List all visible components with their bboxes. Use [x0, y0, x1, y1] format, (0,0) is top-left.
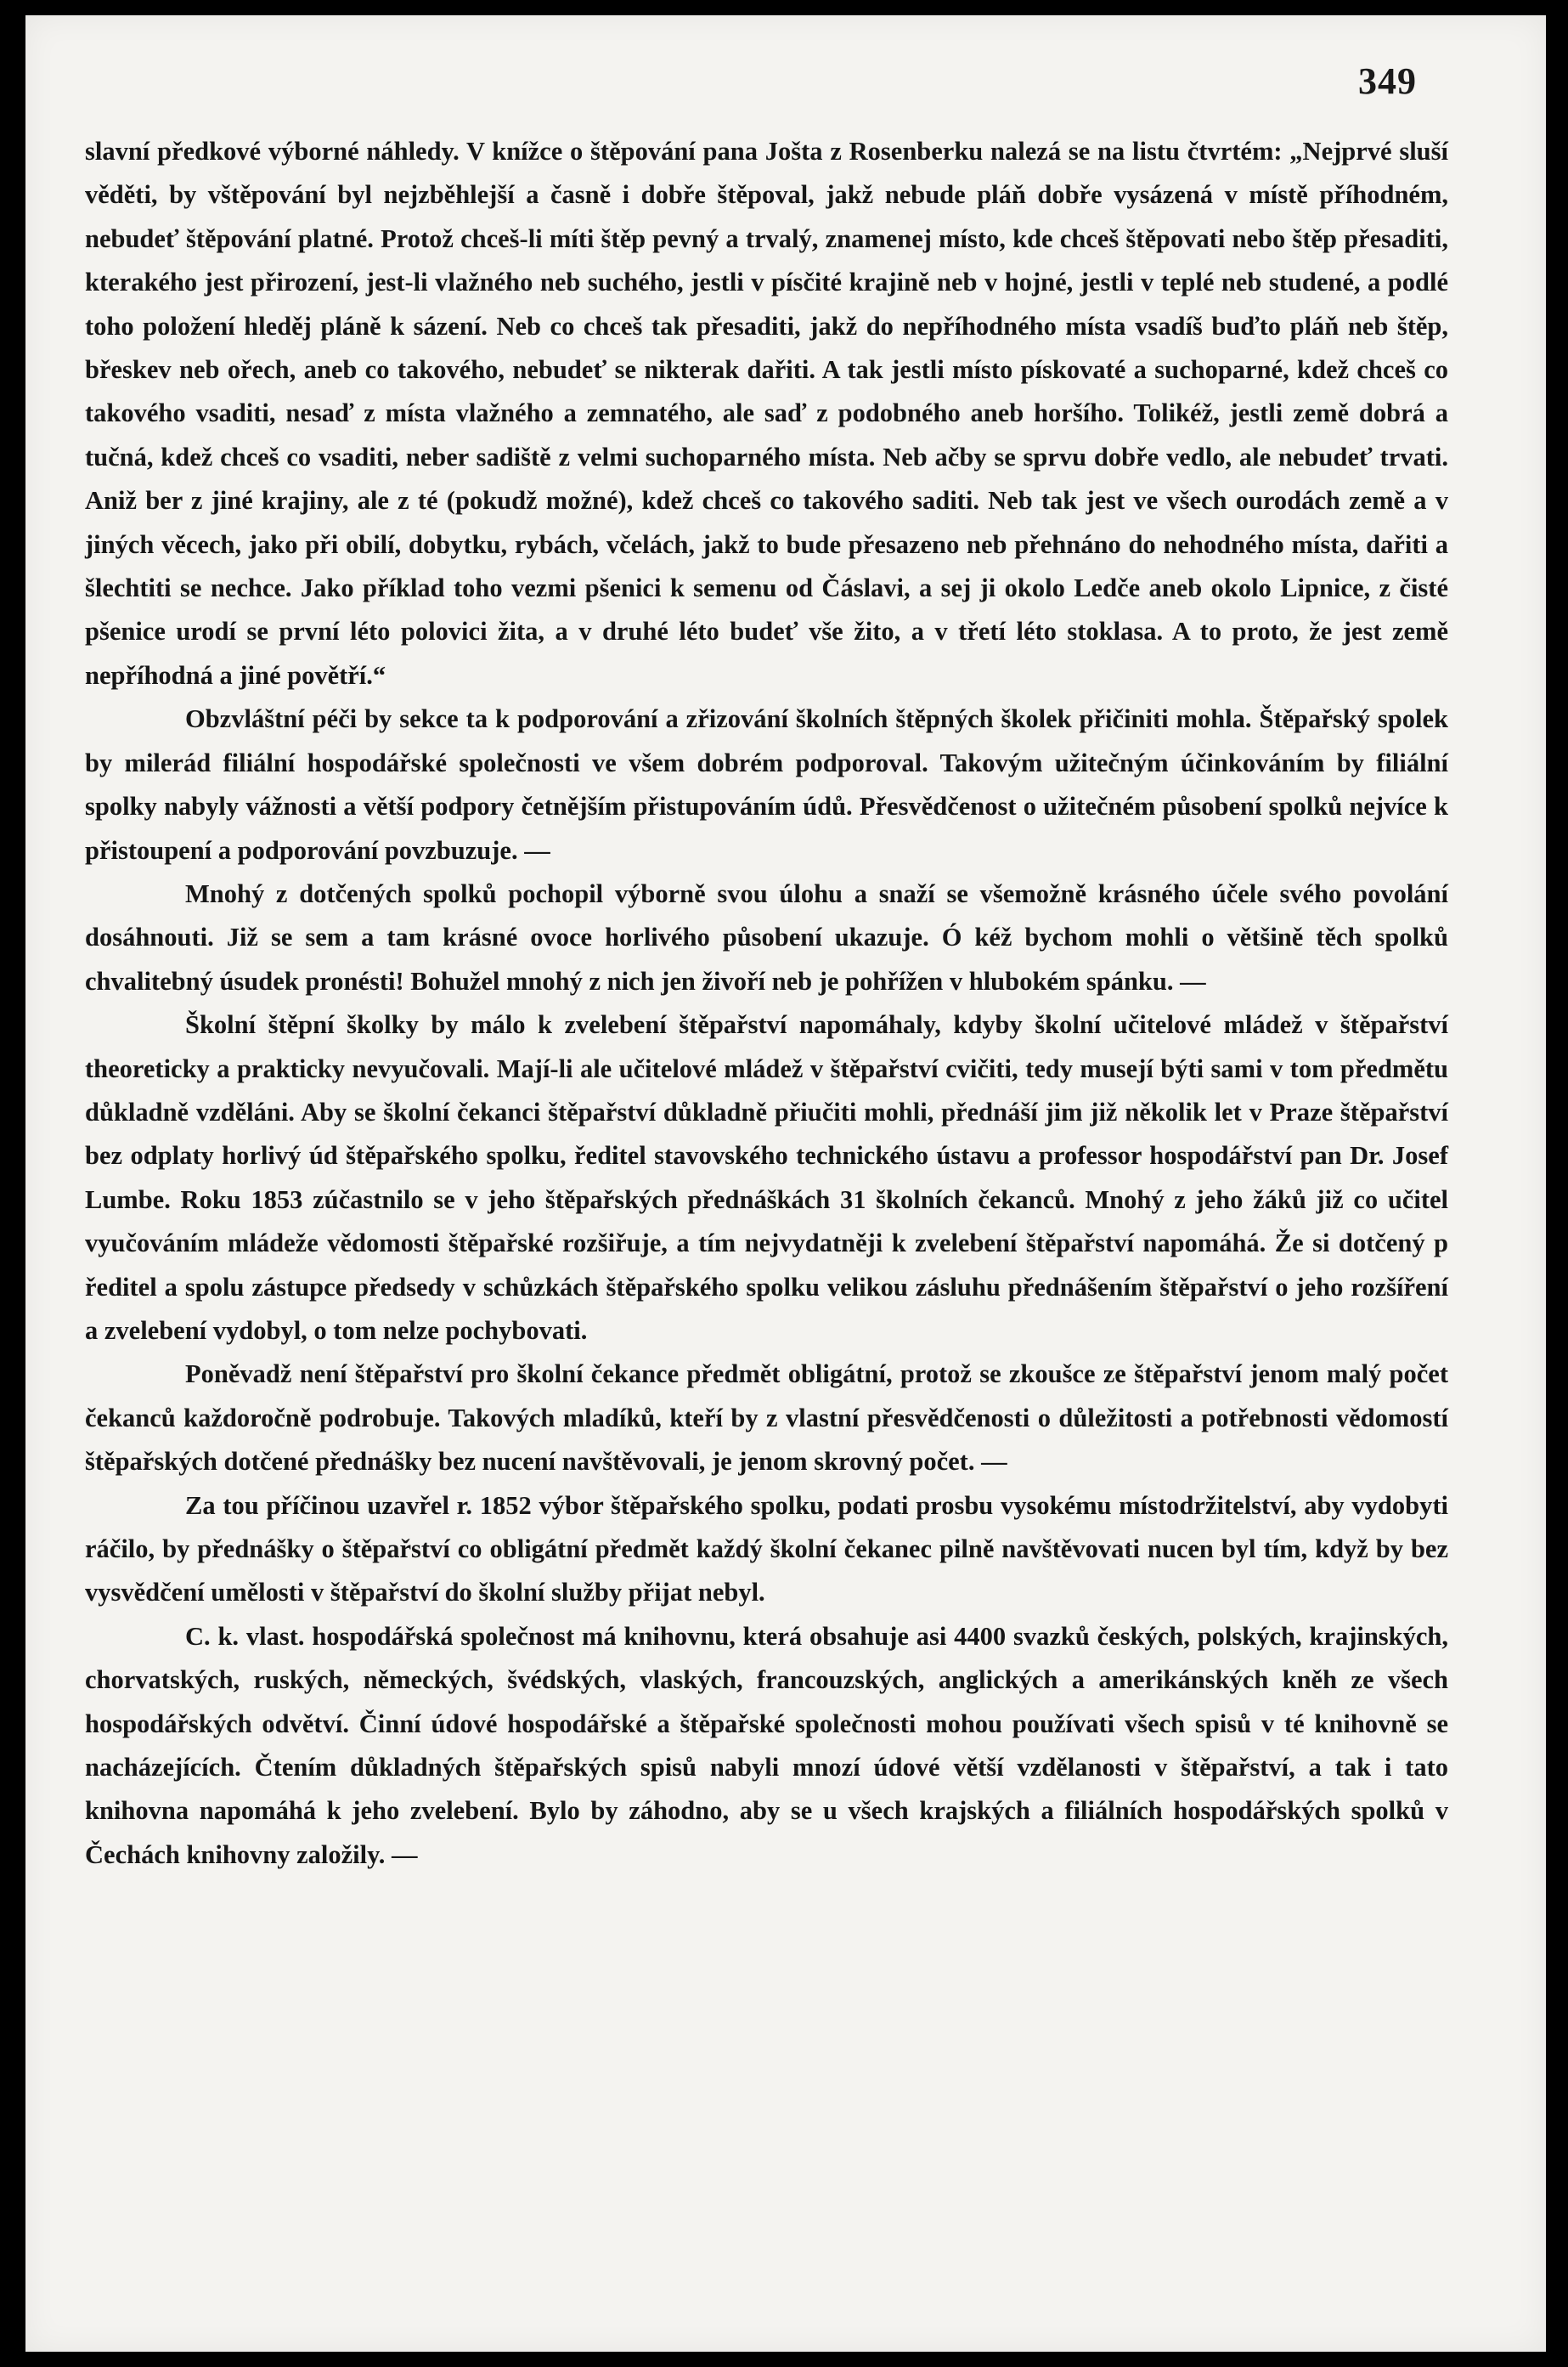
- paragraph-teachers: Školní štěpní školky by málo k zvelebení štěpařství napomáhaly, kdyby školní učitelové mládež v štěpařství theoreticky a prakticky nevyučovali. Mají-li ale učitelové mládež v štěpařství cvičiti, tedy musejí býti sami v tom předmětu důkladně vzděláni. Aby se školní čekanci štěpařství důkladně přiučiti mohli, přednáší jim již několik let v Praze štěpařství bez odplaty horlivý úd štěpařského spolku, ředitel stavovského technického ústavu a professor hospodářství pan Dr. Josef Lumbe. Roku 1853 zúčastnilo se v jeho štěpařských přednáškách 31 školních čekanců. Mnohý z jeho žáků již co učitel vyučováním mládeže vědomosti štěpařské rozšiřuje, a tím nejvydatněji k zvelebení štěpařství napomáhá. Že si dotčený p ředitel a spolu zástupce předsedy v schůzkách štěpařského spolku velikou zásluhu přednášením štěpařství o jeho rozšíření a zvelebení vydobyl, o tom nelze pochybovati.: [85, 1010, 1448, 1345]
- paragraph-associations: Mnohý z dotčených spolků pochopil výborně svou úlohu a snaží se všemožně krásného účele svého povolání dosáhnouti. Již se sem a tam krásné ovoce horlivého působení ukazuje. Ó kéž bychom mohli o většině těch spolků chvalitebný úsudek pronésti! Bohužel mnohý z nich jen živoří neb je pohřížen v hlubokém spánku. —: [85, 878, 1448, 996]
- paragraph-school-nurseries: Obzvláštní péči by sekce ta k podporování a zřizování školních štěpných školek přičiniti mohla. Štěpařský spolek by milerád filiální hospodářské společnosti ve všem dobrém podporoval. Takovým užitečným účinkováním by filiální spolky nabyly vážnosti a větší podpory četnějším přistupováním údů. Přesvědčenost o užitečném působení spolků nejvíce k přistoupení a podporování povzbuzuje. —: [85, 704, 1448, 865]
- paragraph-library: C. k. vlast. hospodářská společnost má knihovnu, která obsahuje asi 4400 svazků českých, polských, krajinských, chorvatských, ruských, německých, švédských, vlaských, francouzských, anglických a amerikánských kněh ze všech hospodářských odvětví. Činní údové hospodářské a štěpařské společnosti mohou používati všech spisů v té knihovně se nacházejících. Čtením důkladných štěpařských spisů nabyli mnozí údové větší vzdělanosti v štěpařství, a tak i tato knihovna napomáhá k jeho zvelebení. Bylo by záhodno, aby se u všech krajských a filiálních hospodářských spolků v Čechách knihovny založily. —: [85, 1621, 1448, 1869]
- paragraph-candidates: Poněvadž není štěpařství pro školní čekance předmět obligátní, protož se zkoušce ze štěpařství jenom malý počet čekanců každoročně podrobuje. Takových mladíků, kteří by z vlastní přesvědčenosti o důležitosti a potřebnosti vědomostí štěpařských dotčené přednášky bez nucení navštěvovali, je jenom skrovný počet. —: [85, 1359, 1448, 1477]
- paragraph-quote-jost: slavní předkové výborné náhledy. V knížce o štěpování pana Jošta z Rosenberku nalezá se na listu čtvrtém: „Nejprvé sluší věděti, by vštěpování byl nejzběhlejší a časně i dobře štěpoval, jakž nebude pláň dobře vysázená v místě příhodném, nebudeť štěpování platné. Protož chceš-li míti štěp pevný a trvalý, znamenej místo, kde chceš štěpovati nebo štěp přesaditi, kterakého jest přirození, jest-li vlažného neb suchého, jestli v písčité krajině neb v hojné, jestli v teplé neb studené, a podlé toho položení hleděj pláně k sázení. Neb co chceš tak přesaditi, jakž do nepříhodného místa vsadíš buďto pláň neb štěp, břeskev neb ořech, aneb co takového, nebudeť se nikterak dařiti. A tak jestli místo pískovaté a suchoparné, kdež chceš co takového vsaditi, nesaď z místa vlažného a zemnatého, ale saď z podobného aneb horšího. Tolikéž, jestli země dobrá a tučná, kdež chceš co vsaditi, neber sadiště z velmi suchoparného místa. Neb ačby se sprvu dobře vedlo, ale nebudeť trvati. Aniž ber z jiné krajiny, ale z té (pokudž možné), kdež chceš co takového saditi. Neb tak jest ve všech ourodách země a v jiných věcech, jako při obilí, dobytku, rybách, včelách, jakž to bude přesazeno neb přehnáno do nehodného místa, dařiti a šlechtiti se nechce. Jako příklad toho vezmi pšenici k semenu od Čáslavi, a sej ji okolo Ledče aneb okolo Lipnice, z čisté pšenice urodí se první léto polovici žita, a v druhé léto budeť vše žito, a v třetí léto stoklasa. A to proto, že jest země nepříhodná a jiné povětří.“: [85, 137, 1448, 690]
- paragraph-resolution-1852: Za tou příčinou uzavřel r. 1852 výbor štěpařského spolku, podati prosbu vysokému místodržitelství, aby vydobyti ráčilo, by přednášky o štěpařství co obligátní předmět každý školní čekanec pilně navštěvovati nucen byl tím, když by bez vysvědčení umělosti v štěpařství do školní služby přijat nebyl.: [85, 1490, 1448, 1607]
- page-number: 349: [1358, 60, 1417, 102]
- page-sheet: [25, 15, 1546, 2352]
- body-text: [85, 130, 1448, 1877]
